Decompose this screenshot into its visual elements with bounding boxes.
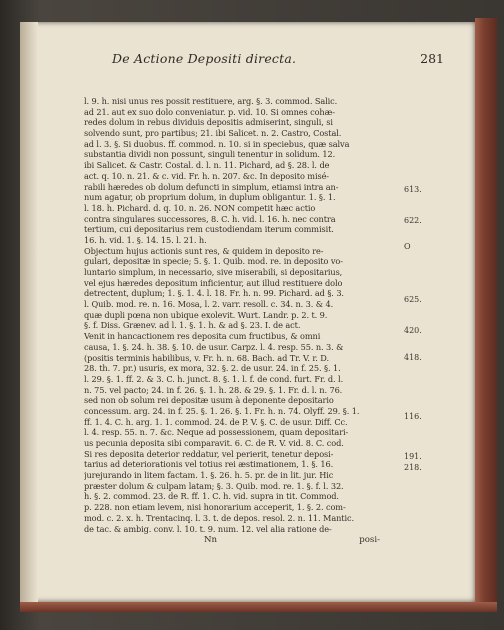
text-line: ff. 1. 4. C. h. arg. 1. 1. commod. 24. de P. V. §. C. de usur. Diff. Cc. xyxy=(84,416,348,427)
text-line: §. f. Diss. Grænev. ad l. 1. §. 1. h. & ad §. 23. I. de act. xyxy=(84,320,301,331)
text-line: contra singulares successores, 8. C. h. vid. l. 16. h. nec contra xyxy=(84,213,336,224)
text-line: Objectum hujus actionis sunt res, & quidem in deposito re- xyxy=(84,245,324,256)
running-title: De Actione Depositi directa. xyxy=(112,51,297,66)
text-line: ibi Salicet. & Castr. Costal. d. l. n. 11. Pichard, ad §. 28. l. de xyxy=(84,160,330,171)
body-text xyxy=(84,96,402,534)
margin-reference: 218. xyxy=(404,463,422,472)
text-line: tarius ad deteriorationis vel totius rei æstimationem, 1. §. 16. xyxy=(84,459,334,470)
page-edge-bottom xyxy=(20,602,497,612)
text-line: tertium, cui depositarius rem custodiendam iterum commisit. xyxy=(84,224,334,235)
page-number: 281 xyxy=(420,51,444,66)
text-line: præster dolum & culpam latam; §. 3. Quib. mod. re. 1. §. f. l. 32. xyxy=(84,480,344,491)
text-line: us pecunia deposita sibi comparavit. 6. C. de R. V. vid. 8. C. cod. xyxy=(84,438,344,448)
text-line: Si res deposita deterior reddatur, vel perierit, tenetur deposi- xyxy=(84,448,334,459)
text-line: l. 9. h. nisi unus res possit restituere, arg. §. 3. commod. Salic. xyxy=(84,96,338,106)
text-line: num agatur, ob proprium dolum, in duplum obligantur. 1. §. 1. xyxy=(84,192,336,203)
text-line: concessum. arg. 24. in f. 25. §. 1. 26. §. 1. Fr. h. n. 74. Olyff. 29. §. 1. xyxy=(84,405,360,416)
margin-reference: 418. xyxy=(404,353,422,362)
text-line: l. 29. §. 1. ff. 2. & 3. C. h. junct. 8. §. 1. l. f. de cond. furt. Fr. d. l. xyxy=(84,373,344,384)
text-line: jurejurando in litem factam. 1. §. 26. h. 5. pr. de in lit. jur. Hic xyxy=(84,470,334,481)
margin-reference: 191. xyxy=(404,452,422,461)
text-line: l. 4. resp. 55. n. 7. &c. Neque ad possessionem, quam depositari- xyxy=(84,427,349,438)
text-line: h. §. 2. commod. 23. de R. ff. 1. C. h. vid. supra in tit. Commod. xyxy=(84,491,339,502)
text-line: l. Quib. mod. re. n. 16. Mosa, l. 2. varr. resoll. c. 34. n. 3. & 4. xyxy=(84,299,334,310)
text-line: detrectent, duplum; 1. §. 1. 4. l. 18. Fr. h. n. 99. Pichard. ad §. 3. xyxy=(84,288,344,299)
margin-reference: 613. xyxy=(404,185,422,194)
text-line: rabili hæredes ob dolum defuncti in simplum, etiamsi intra an- xyxy=(84,181,339,192)
text-line: ad l. 3. §. Si duobus. ff. commod. n. 10. si in speciebus, quæ salva xyxy=(84,138,350,149)
text-line: ad 21. aut ex suo dolo conveniatur. p. vid. 10. Si omnes cohæ- xyxy=(84,106,335,117)
text-line: Venit in hancactionem res deposita cum fructibus, & omni xyxy=(84,331,321,342)
text-line: de tac. & ambig. conv. l. 10. t. 9. num. 12. vel alia ratione de- xyxy=(84,523,332,534)
text-line: causa, 1. §. 24. h. 38. §. 10. de usur. Carpz. l. 4. resp. 55. n. 3. & xyxy=(84,341,344,352)
text-line: 16. h. vid. 1. §. 14. 15. l. 21. h. xyxy=(84,234,207,245)
text-line: sed non ob solum rei depositæ usum à deponente depositario xyxy=(84,395,334,406)
margin-reference: 420. xyxy=(404,326,422,335)
text-line: solvendo sunt, pro partibus; 21. ibi Salicet. n. 2. Castro, Costal. xyxy=(84,128,342,139)
page-edge-right xyxy=(475,18,497,608)
margin-reference: 625. xyxy=(404,295,422,304)
text-line: quæ dupli pœna non ubique exolevit. Wurt. Landr. p. 2. t. 9. xyxy=(84,309,328,320)
text-line: redes dolum in rebus dividuis depositis admiserint, singuli, si xyxy=(84,117,333,128)
margin-reference: 622. xyxy=(404,216,422,225)
text-line: 28. th. 7. pr.) usuris, ex mora, 32. §. 2. de usur. 24. in f. 25. §. 1. xyxy=(84,363,341,374)
margin-reference: O xyxy=(404,242,411,251)
text-line: l. 18. h. Pichard. d. q. 10. n. 26. NON competit hæc actio xyxy=(84,202,316,213)
signature-mark: Nn xyxy=(204,535,218,545)
text-line: luntario simplum, in necessario, sive miserabili, si depositarius, xyxy=(84,267,343,277)
text-line: p. 228. non etiam levem, nisi honorarium acceperit, 1. §. 2. com- xyxy=(84,502,346,513)
margin-reference: 116. xyxy=(404,412,422,421)
text-line: n. 75. vel pacto; 24. in f. 26. §. 1. h. 28. & 29. §. 1. Fr. d. l. n. 76. xyxy=(84,384,343,395)
catchword: posi- xyxy=(359,535,380,545)
text-line: (positis terminis habilibus, v. Fr. h. n. 68. Bach. ad Tr. V. r. D. xyxy=(84,352,329,363)
text-line: act. q. 10. n. 21. & c. vid. Fr. h. n. 207. &c. In deposito misé- xyxy=(84,170,329,181)
text-line: mod. c. 2. x. h. Trentacinq. l. 3. t. de depos. resol. 2. n. 11. Mantic. xyxy=(84,512,354,523)
text-line: substantia dividi non possunt, singuli tenentur in solidum. 12. xyxy=(84,149,336,160)
text-line: gulari, depositæ in specie; 5. §. 1. Quib. mod. re. in deposito vo- xyxy=(84,256,343,267)
page-header xyxy=(112,51,452,69)
text-line: vel ejus hæredes depositum inficientur, aut illud restituere dolo xyxy=(84,277,343,288)
